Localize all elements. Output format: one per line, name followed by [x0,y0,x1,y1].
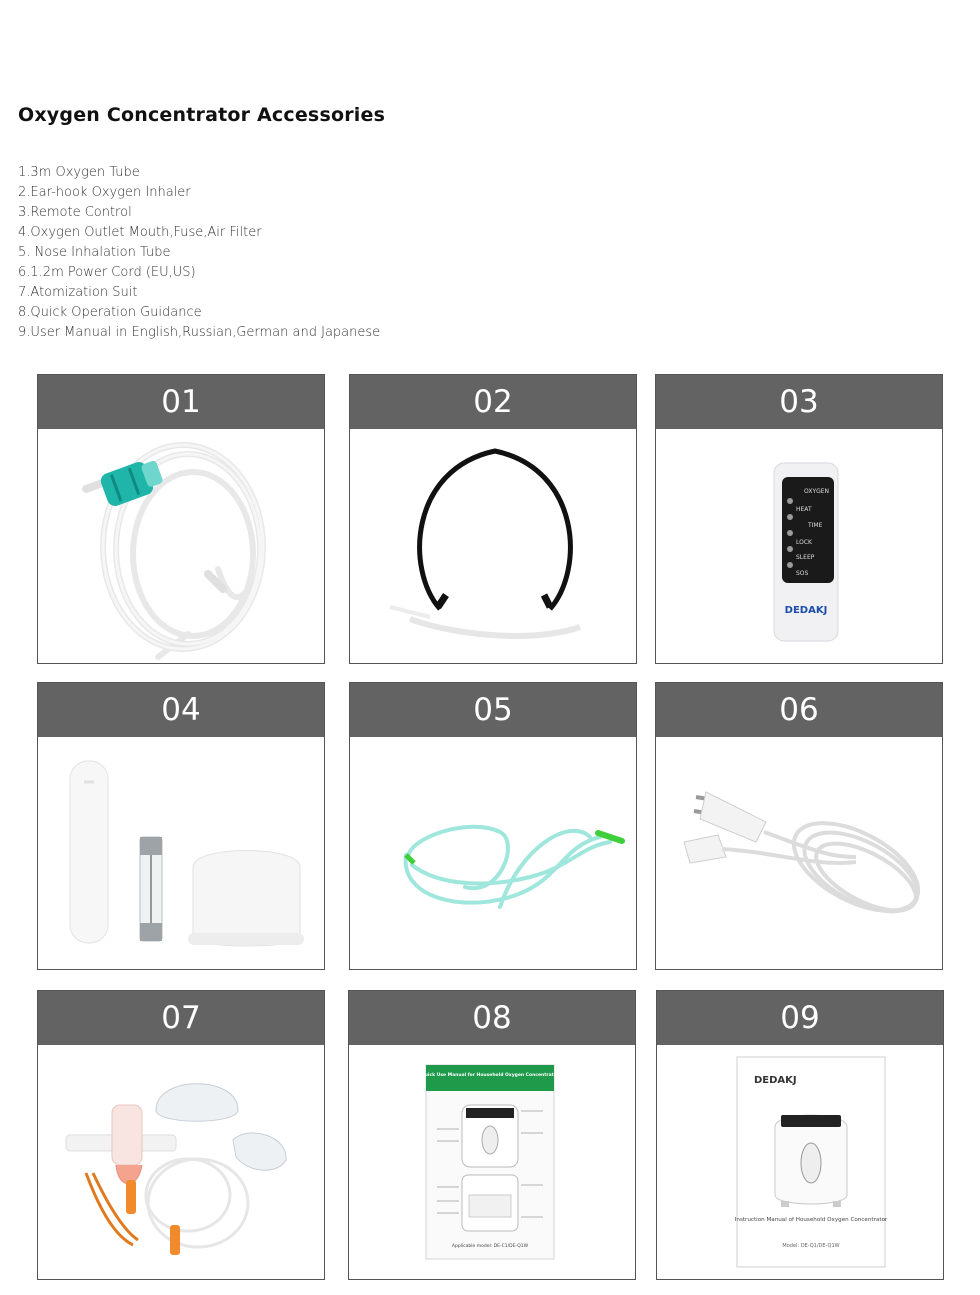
outlet-fuse-filter-image [38,737,324,969]
card-number: 02 [350,375,636,429]
card-number: 05 [350,683,636,737]
list-item: 9.User Manual in English,Russian,German and Japanese [18,325,381,340]
remote-btn-lock: LOCK [796,539,812,546]
list-item: 3.Remote Control [18,205,132,220]
card-quick-guide [348,990,636,1280]
remote-btn-sleep: SLEEP [796,554,815,561]
card-remote-control [655,374,943,664]
list-item: 2.Ear-hook Oxygen Inhaler [18,185,191,200]
accessory-list [18,164,380,344]
remote-btn-time: TIME [808,522,823,529]
card-power-cord [655,682,943,970]
list-item: 7.Atomization Suit [18,285,138,300]
list-item: 8.Quick Operation Guidance [18,305,202,320]
card-number: 07 [38,991,324,1045]
list-item: 4.Oxygen Outlet Mouth,Fuse,Air Filter [18,225,262,240]
remote-btn-sos: SOS [796,570,809,577]
card-atomization-suit [37,990,325,1280]
list-item: 5. Nose Inhalation Tube [18,245,171,260]
card-number: 03 [656,375,942,429]
remote-control-image [656,429,942,663]
list-item: 1.3m Oxygen Tube [18,165,140,180]
card-oxygen-tube [37,374,325,664]
card-outlet-fuse-filter [37,682,325,970]
list-item: 6.1.2m Power Cord (EU,US) [18,265,196,280]
remote-btn-heat: HEAT [796,506,812,513]
ear-hook-image [350,429,636,663]
card-number: 08 [349,991,635,1045]
nose-tube-image [350,737,636,969]
card-number: 01 [38,375,324,429]
manual-model: Model: DE-Q1/DE-Q1W [782,1243,840,1249]
quick-guide-image [349,1045,635,1279]
remote-brand: DEDAKJ [784,605,828,616]
card-number: 04 [38,683,324,737]
manual-brand: DEDAKJ [754,1075,797,1086]
guide-heading: Quick Use Manual for Household Oxygen Concentrator [420,1073,560,1078]
remote-btn-oxygen: OXYGEN [804,488,830,495]
card-nose-tube [349,682,637,970]
user-manual-image [657,1045,943,1279]
card-user-manual [656,990,944,1280]
manual-title: Instruction Manual of Household Oxygen Concentrator [734,1217,888,1223]
card-number: 06 [656,683,942,737]
power-cord-image [656,737,942,969]
card-ear-hook-inhaler [349,374,637,664]
card-number: 09 [657,991,943,1045]
oxygen-tube-image [38,429,324,663]
guide-footer: Applicable model: DE-C1/DE-Q1W [451,1244,529,1249]
page-title: Oxygen Concentrator Accessories [18,104,386,126]
atomization-suit-image [38,1045,324,1279]
